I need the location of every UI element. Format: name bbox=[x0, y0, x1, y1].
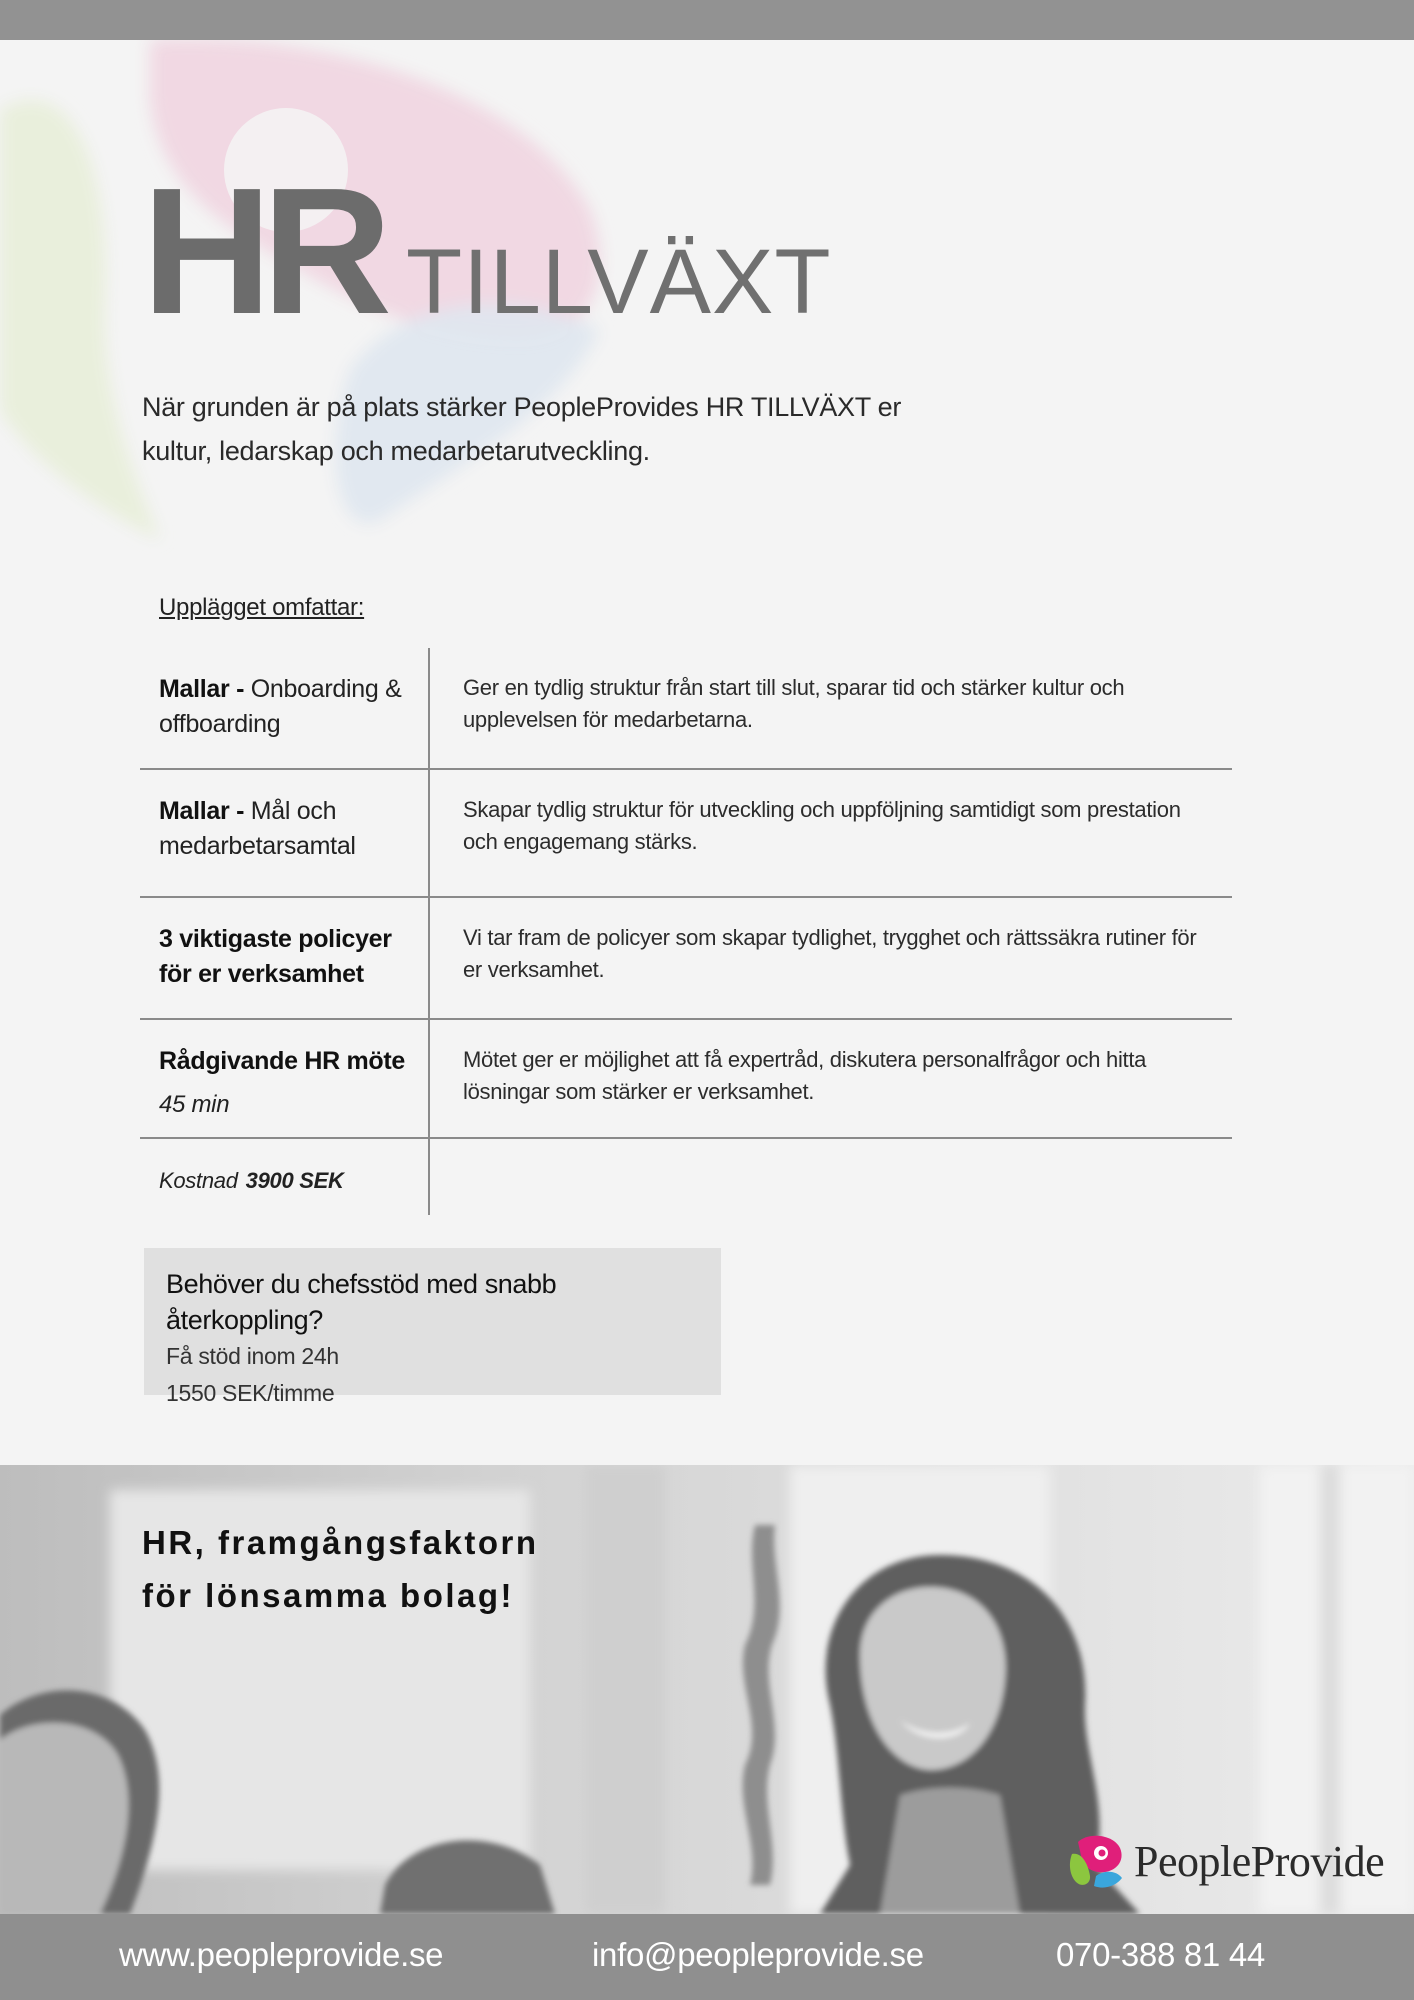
price-empty-cell bbox=[430, 1139, 1232, 1215]
tagline bbox=[142, 1516, 539, 1622]
email-link[interactable]: info@peopleprovide.se bbox=[592, 1936, 924, 1973]
row-title-bold: Mallar - bbox=[159, 797, 245, 825]
row-title-bold: 3 viktigaste policyer för er verksamhet bbox=[159, 925, 392, 988]
support-response-time: Få stöd inom 24h bbox=[166, 1343, 339, 1369]
footer-bar bbox=[0, 1914, 1414, 2000]
table-row bbox=[140, 898, 1232, 1020]
support-price: 1550 SEK/timme bbox=[166, 1380, 335, 1406]
tagline-line2: för lönsamma bolag! bbox=[142, 1577, 515, 1614]
price-value: 3900 SEK bbox=[245, 1168, 344, 1193]
meeting-duration: 45 min bbox=[159, 1091, 230, 1118]
support-box bbox=[144, 1248, 721, 1406]
intro-text: När grunden är på plats stärker PeopleProvides HR TILLVÄXT er kultur, ledarskap och medarbetarutveckling. bbox=[142, 392, 902, 466]
price-label: Kostnad bbox=[159, 1168, 238, 1193]
peopleprovide-logo-icon bbox=[1068, 1832, 1128, 1890]
row-title bbox=[140, 898, 430, 1018]
table-row bbox=[140, 648, 1232, 770]
row-description: Skapar tydlig struktur för utveckling och uppföljning samtidigt som prestation och engagemang stärks. bbox=[463, 797, 1181, 854]
table-row bbox=[140, 1020, 1232, 1139]
page-title bbox=[142, 151, 832, 352]
title-main: HR bbox=[142, 151, 382, 352]
phone-number[interactable]: 070-388 81 44 bbox=[1056, 1936, 1265, 1973]
row-title-rest: Mål och medarbetarsamtal bbox=[159, 797, 356, 860]
row-title-bold: Mallar - bbox=[159, 675, 245, 703]
row-title-bold: Rådgivande HR möte bbox=[159, 1047, 406, 1075]
row-title bbox=[140, 770, 430, 896]
row-title bbox=[140, 1020, 430, 1137]
tagline-line1: HR, framgångsfaktorn bbox=[142, 1524, 539, 1561]
price-row bbox=[140, 1139, 1232, 1215]
row-title-rest: Onboarding & offboarding bbox=[159, 675, 402, 738]
table-row bbox=[140, 770, 1232, 898]
price-cell bbox=[140, 1139, 430, 1215]
row-description: Vi tar fram de policyer som skapar tydlighet, trygghet och rättssäkra rutiner för er verksamhet. bbox=[463, 925, 1197, 982]
section-label: Upplägget omfattar: bbox=[159, 594, 365, 621]
brand-logo bbox=[1068, 1832, 1384, 1890]
website-link[interactable]: www.peopleprovide.se bbox=[119, 1936, 444, 1973]
support-title: Behöver du chefsstöd med snabb återkoppling? bbox=[166, 1269, 557, 1335]
row-description: Ger en tydlig struktur från start till slut, sparar tid och stärker kultur och upplevelsen för medarbetarna. bbox=[463, 675, 1125, 732]
brand-name: PeopleProvide bbox=[1134, 1836, 1385, 1886]
title-sub: TILLVÄXT bbox=[405, 231, 832, 333]
row-title bbox=[140, 648, 430, 768]
top-bar bbox=[0, 0, 1414, 40]
row-description: Mötet ger er möjlighet att få expertråd, diskutera personalfrågor och hitta lösningar som stärker er verksamhet. bbox=[463, 1047, 1147, 1104]
offer-table bbox=[140, 648, 1232, 1215]
